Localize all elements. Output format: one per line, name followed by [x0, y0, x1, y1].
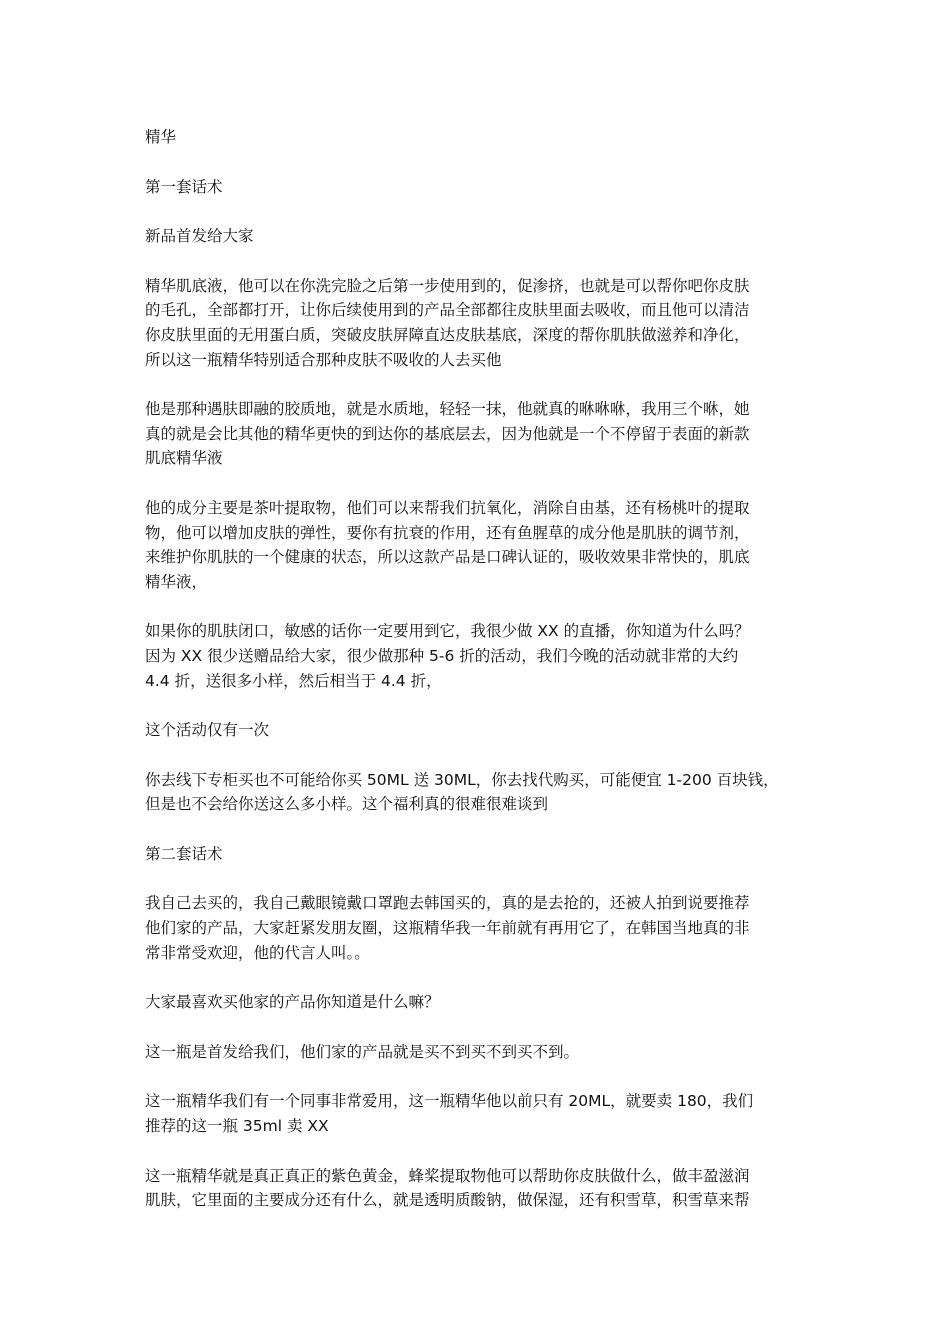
text-line: 精华液，	[145, 572, 208, 591]
text-line: 他们家的产品，大家赶紧发朋友圈，这瓶精华我一年前就有再用它了，在韩国当地真的非	[145, 919, 750, 938]
document-body	[145, 125, 817, 1238]
text-line: 这一瓶精华就是真正真正的紫色黄金，蜂桨提取物他可以帮助你皮肤做什么，做丰盈滋润	[145, 1166, 750, 1185]
text-line: 推荐的这一瓶 35ml 卖 XX	[145, 1117, 329, 1136]
text-line: 你去线下专柜买也不可能给你买 50ML 送 30ML，你去找代购买，可能便宜 1-200 百块钱，	[145, 770, 779, 789]
text-line: 这一瓶是首发给我们，他们家的产品就是买不到买不到买不到。	[145, 1042, 580, 1061]
text-line: 但是也不会给你送这么多小样。这个福利真的很难很难谈到	[145, 795, 549, 814]
section-heading-set2: 第二套话术	[145, 844, 223, 863]
text-line: 4.4 折，送很多小样，然后相当于 4.4 折，	[145, 671, 442, 690]
text-line: 这一瓶精华我们有一个同事非常爱用，这一瓶精华他以前只有 20ML，就要卖 180，我们	[145, 1092, 754, 1111]
set1-paragraph-6	[145, 768, 817, 817]
text-line: 真的就是会比其他的精华更快的到达你的基底层去，因为他就是一个不停留于表面的新款	[145, 424, 750, 443]
text-line: 你皮肤里面的无用蛋白质，突破皮肤屏障直达皮肤基底，深度的帮你肌肤做滋养和净化，	[145, 325, 750, 344]
set1-paragraph-4	[145, 619, 817, 693]
text-line: 如果你的肌肤闭口，敏感的话你一定要用到它，我很少做 XX 的直播，你知道为什么吗？	[145, 622, 750, 641]
set1-paragraph-3	[145, 496, 817, 594]
text-line: 他的成分主要是茶叶提取物，他们可以来帮我们抗氧化，消除自由基，还有杨桃叶的提取	[145, 498, 750, 517]
text-line: 因为 XX 很少送赠品给大家，很少做那种 5-6 折的活动，我们今晚的活动就非常的大约	[145, 646, 739, 665]
set2-paragraph-5	[145, 1164, 817, 1213]
set1-intro: 新品首发给大家	[145, 227, 254, 246]
set2-paragraph-2	[145, 990, 817, 1015]
document-title: 精华	[145, 128, 177, 146]
text-line: 来维护你肌肤的一个健康的状态，所以这款产品是口碑认证的，吸收效果非常快的，肌底	[145, 548, 750, 567]
text-line: 常非常受欢迎，他的代言人叫。。	[145, 943, 370, 962]
set2-paragraph-4	[145, 1089, 817, 1138]
set1-paragraph-2	[145, 397, 817, 471]
text-line: 的毛孔，全部都打开，让你后续使用到的产品全部都往皮肤里面去吸收，而且他可以清洁	[145, 301, 750, 320]
text-line: 大家最喜欢买他家的产品你知道是什么嘛？	[145, 993, 440, 1012]
text-line: 他是那种遇肤即融的胶质地，就是水质地，轻轻一抹，他就真的咻咻咻，我用三个咻，她	[145, 400, 750, 419]
text-line: 肌底精华液	[145, 449, 223, 468]
section-heading-set1: 第一套话术	[145, 177, 223, 196]
text-line: 这个活动仅有一次	[145, 721, 270, 740]
text-line: 我自己去买的，我自己戴眼镜戴口罩跑去韩国买的，真的是去抢的，还被人拍到说要推荐	[145, 894, 750, 913]
text-line: 物，他可以增加皮肤的弹性，要你有抗衰的作用，还有鱼腥草的成分他是肌肤的调节剂，	[145, 523, 750, 542]
set1-paragraph-1	[145, 274, 817, 372]
text-line: 精华肌底液，他可以在你洗完脸之后第一步使用到的，促渗挤，也就是可以帮你吧你皮肤	[145, 276, 750, 295]
set2-paragraph-1	[145, 891, 817, 965]
set2-paragraph-3	[145, 1040, 817, 1065]
text-line: 肌肤，它里面的主要成分还有什么，就是透明质酸钠，做保湿，还有积雪草，积雪草来帮	[145, 1191, 750, 1210]
text-line: 所以这一瓶精华特别适合那种皮肤不吸收的人去买他	[145, 350, 502, 369]
set1-paragraph-5	[145, 718, 817, 743]
